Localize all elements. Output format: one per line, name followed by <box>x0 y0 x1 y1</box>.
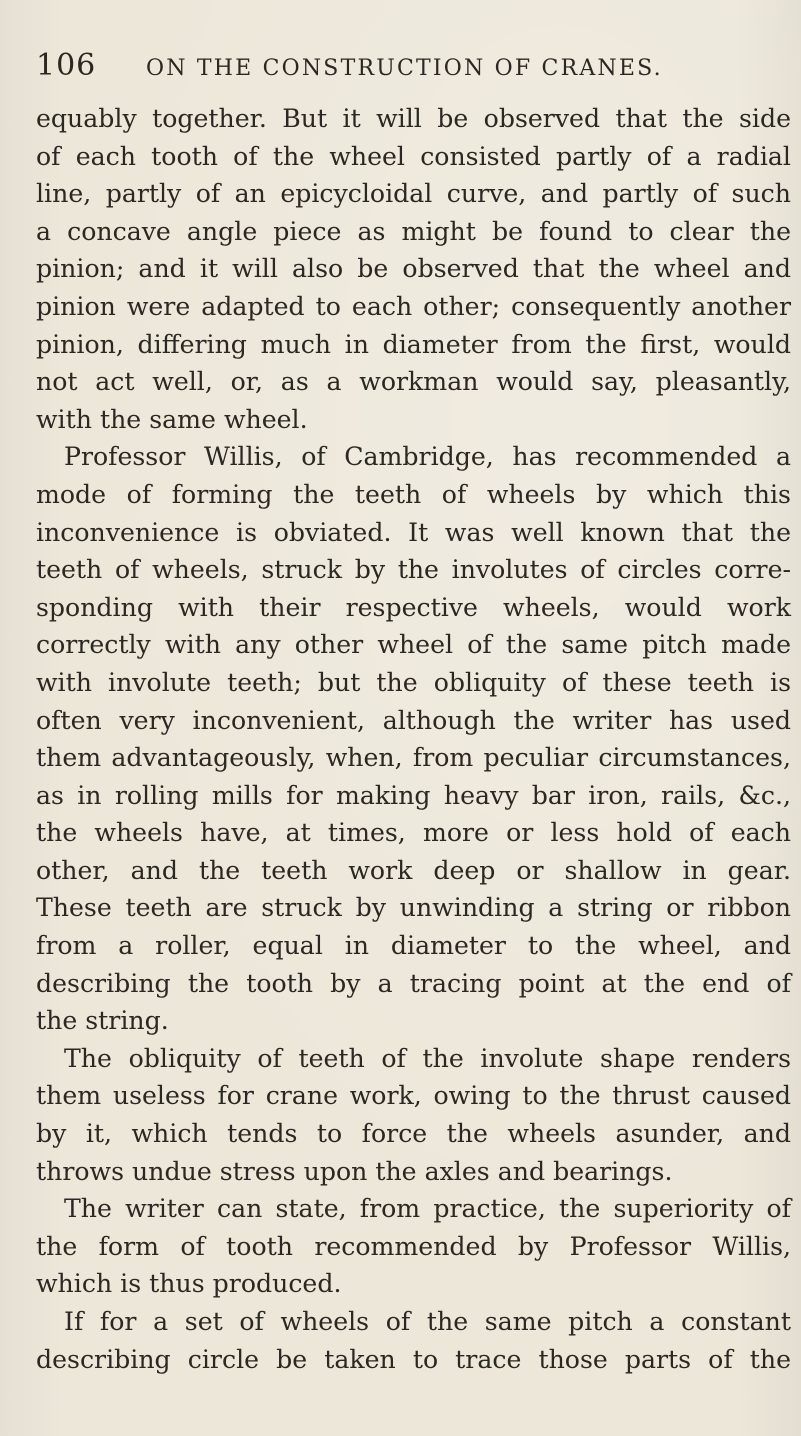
page-number: 106 <box>36 48 97 83</box>
text-line: teeth of wheels, struck by the involutes of circles corre- <box>36 555 791 585</box>
text-line: correctly with any other wheel of the same pitch made <box>36 630 791 660</box>
text-line: describing the tooth by a tracing point at the end of <box>36 968 791 998</box>
text-line: the wheels have, at times, more or less hold of each <box>36 818 791 848</box>
text-line: pinion were adapted to each other; consequently another <box>36 291 791 321</box>
text-line: the string. <box>36 1006 169 1036</box>
text-line: equably together. But it will be observed that the side <box>36 104 791 133</box>
text-line: the form of tooth recommended by Professor Willis, <box>36 1231 791 1261</box>
text-line: other, and the teeth work deep or shallow in gear. <box>36 855 791 885</box>
text-line: as in rolling mills for making heavy bar iron, rails, &c., <box>36 780 791 810</box>
running-title: ON THE CONSTRUCTION OF CRANES. <box>146 56 663 81</box>
text-line: not act well, or, as a workman would say, pleasantly, <box>36 367 791 397</box>
text-line: The obliquity of teeth of the involute shape renders <box>64 1043 791 1073</box>
text-line: pinion; and it will also be observed that the wheel and <box>36 254 791 284</box>
text-line: Professor Willis, of Cambridge, has recommended a <box>64 442 791 472</box>
text-line: them advantageously, when, from peculiar circumstances, <box>36 743 791 773</box>
text-line: a concave angle piece as might be found to clear the <box>36 216 791 246</box>
running-head <box>36 48 766 92</box>
text-line: throws undue stress upon the axles and bearings. <box>36 1156 673 1186</box>
text-line: with involute teeth; but the obliquity of these teeth is <box>36 667 791 697</box>
text-line: line, partly of an epicycloidal curve, and partly of such <box>36 179 791 209</box>
text-line: by it, which tends to force the wheels asunder, and <box>36 1119 791 1149</box>
text-line: pinion, differing much in diameter from the first, would <box>36 329 791 359</box>
text-line: them useless for crane work, owing to the thrust caused <box>36 1081 791 1111</box>
text-line: from a roller, equal in diameter to the wheel, and <box>36 931 791 961</box>
text-line: If for a set of wheels of the same pitch a constant <box>64 1307 791 1336</box>
text-line: sponding with their respective wheels, would work <box>36 592 791 622</box>
text-line: with the same wheel. <box>36 404 308 434</box>
text-line: The writer can state, from practice, the superiority of <box>64 1194 791 1224</box>
body-text <box>36 100 791 1378</box>
text-line: mode of forming the teeth of wheels by which this <box>36 479 791 509</box>
text-line: often very inconvenient, although the writer has used <box>36 705 791 735</box>
text-line: describing circle be taken to trace those parts of the <box>36 1344 791 1374</box>
text-line: These teeth are struck by unwinding a string or ribbon <box>36 893 791 923</box>
text-line: of each tooth of the wheel consisted partly of a radial <box>36 141 791 171</box>
text-line: inconvenience is obviated. It was well known that the <box>36 517 791 547</box>
text-line: which is thus produced. <box>36 1269 342 1299</box>
